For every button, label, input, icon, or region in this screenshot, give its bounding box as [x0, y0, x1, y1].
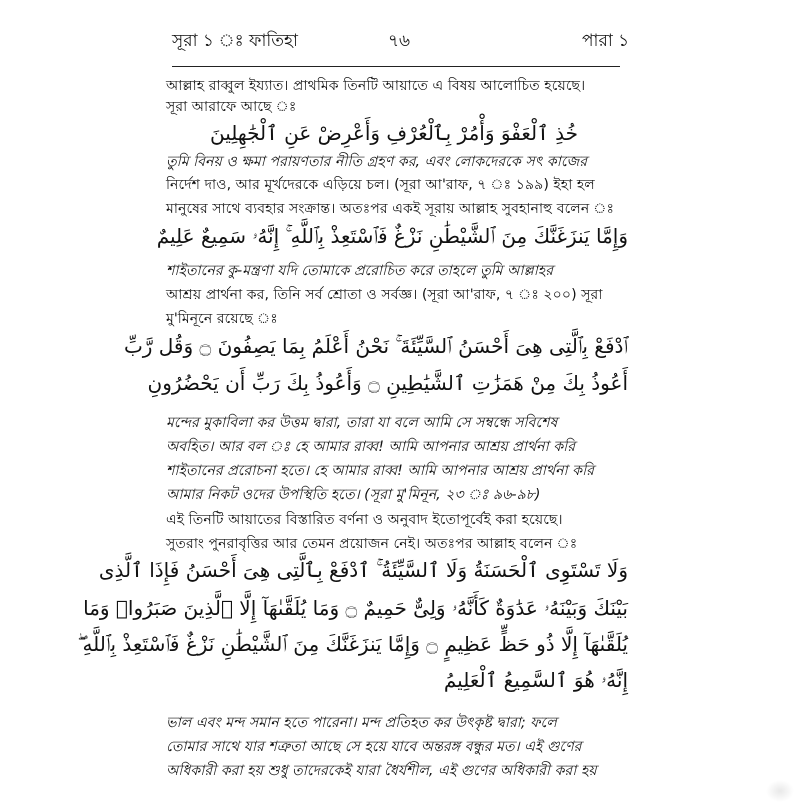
running-header-para: পারা ১	[582, 31, 630, 51]
header-divider	[172, 66, 620, 67]
running-header-surah: সূরা ১ ঃ ফাতিহা	[172, 31, 298, 51]
body-line: সূরা আরাফে আছে ঃ	[166, 99, 297, 115]
body-line: আশ্রয় প্রার্থনা কর, তিনি সর্ব শ্রোতা ও সর্বজ্ঞ। (সূরা আ'রাফ, ৭ ঃ ২০০) সূরা	[166, 287, 603, 303]
translation-line: তোমার সাথে যার শত্রুতা আছে সে হয়ে যাবে অন্তরঙ্গ বন্ধুর মত। এই গুণের	[166, 739, 582, 755]
translation-line: ভাল এবং মন্দ সমান হতে পারেনা। মন্দ প্রতিহত কর উৎকৃষ্ট দ্বারা; ফলে	[166, 715, 557, 731]
translation-line: শাইতানের কু-মন্ত্রণা যদি তোমাকে প্ররোচিত করে তাহলে তুমি আল্লাহর	[166, 263, 554, 279]
translation-line: অবহিত। আর বল ঃ হে আমার রাব্ব! আমি আপনার আশ্রয় প্রার্থনা করি	[166, 439, 576, 455]
body-line: আল্লাহ রাব্বুল ইয্যাত। প্রাথমিক তিনটি আয়াতে এ বিষয় আলোচিত হয়েছে।	[166, 78, 586, 94]
body-line: সুতরাং পুনরাবৃত্তির আর তেমন প্রয়োজন নেই। অতঃপর আল্লাহ বলেন ঃ	[166, 536, 578, 552]
arabic-verse: ٱدْفَعْ بِٱلَّتِى هِىَ أَحْسَنُ ٱلسَّيِّئَةَ ۚ نَحْنُ أَعْلَمُ بِمَا يَصِفُونَ ۝ وَقُل رَّبِّ	[123, 334, 628, 358]
body-line: এই তিনটি আয়াতের বিস্তারিত বর্ণনা ও অনুবাদ ইতোপূর্বেই করা হয়েছে।	[166, 512, 563, 528]
paper-glare	[766, 780, 794, 802]
translation-line: মন্দের মুকাবিলা কর উত্তম দ্বারা, তারা যা বলে আমি সে সম্বন্ধে সবিশেষ	[166, 415, 558, 431]
arabic-verse: بَيْنَكَ وَبَيْنَهُۥ عَدَٰوَةٌ كَأَنَّهُۥ وَلِىٌّ حَمِيمٌ ۝ وَمَا يُلَقَّىٰهَآ إِلَّا ٱلَّذِينَ صَبَرُوا۟ وَمَا	[83, 596, 628, 620]
arabic-verse: يُلَقَّىٰهَآ إِلَّا ذُو حَظٍّ عَظِيمٍ ۝ وَإِمَّا يَنزَغَنَّكَ مِنَ ٱلشَّيْطَٰنِ نَزْغٌ فَٱسْتَعِذْ بِٱللَّهِ ۖ	[77, 632, 628, 656]
arabic-verse: وَإِمَّا يَنزَغَنَّكَ مِنَ ٱلشَّيْطَٰنِ نَزْغٌ فَٱسْتَعِذْ بِٱللَّهِ ۚ إِنَّهُۥ سَمِيعٌ عَلِيمٌ	[156, 224, 628, 248]
translation-line: শাইতানের প্ররোচনা হতে। হে আমার রাব্ব! আমি আপনার আশ্রয় প্রার্থনা করি	[166, 463, 594, 479]
body-line: নির্দেশ দাও, আর মূর্খদেরকে এড়িয়ে চল। (সূরা আ'রাফ, ৭ ঃ ১৯৯) ইহা হল	[166, 177, 595, 193]
body-line: মানুষের সাথে ব্যবহার সংক্রান্ত। অতঃপর একই সূরায় আল্লাহ সুবহানাহু বলেন ঃ	[166, 201, 615, 217]
translation-line: অধিকারী করা হয় শুধু তাদেরকেই যারা ধৈর্যশীল, এই গুণের অধিকারী করা হয়	[166, 763, 597, 779]
arabic-verse: إِنَّهُۥ هُوَ ٱلسَّمِيعُ ٱلْعَلِيمُ	[443, 668, 628, 692]
translation-line: তুমি বিনয় ও ক্ষমা পরায়ণতার নীতি গ্রহণ কর, এবং লোকদেরকে সৎ কাজের	[166, 154, 588, 170]
translation-line: আমার নিকট ওদের উপস্থিতি হতে। (সূরা মু'মিনূন, ২৩ ঃ ৯৬-৯৮)	[166, 487, 541, 503]
arabic-verse: وَلَا تَسْتَوِى ٱلْحَسَنَةُ وَلَا ٱلسَّيِّئَةُ ۚ ٱدْفَعْ بِٱلَّتِى هِىَ أَحْسَنُ فَإِذَا ٱلَّذِى	[98, 558, 628, 582]
page-number: ৭৬	[388, 31, 411, 51]
arabic-verse: خُذِ ٱلْعَفْوَ وَأْمُرْ بِٱلْعُرْفِ وَأَعْرِضْ عَنِ ٱلْجَٰهِلِينَ	[209, 121, 579, 145]
body-line: মু'মিনূনে রয়েছে ঃ	[166, 311, 278, 327]
arabic-verse: أَعُوذُ بِكَ مِنْ هَمَزَٰتِ ٱلشَّيَٰطِينِ ۝ وَأَعُوذُ بِكَ رَبِّ أَن يَحْضُرُونِ	[147, 371, 628, 395]
